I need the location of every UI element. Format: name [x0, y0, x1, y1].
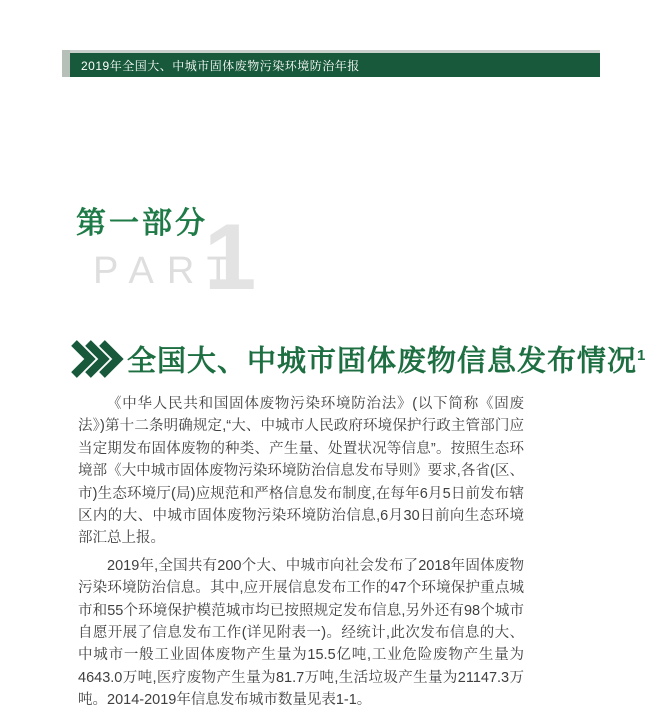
header-bar-accent	[62, 50, 70, 77]
part-label-en: PART	[93, 250, 243, 292]
part-title-cn: 第一部分	[76, 207, 208, 240]
part-number: 1	[204, 204, 257, 309]
page-header-bar	[62, 50, 600, 77]
section-title	[127, 335, 645, 383]
running-header-title: 2019年全国大、中城市固体废物污染环境防治年报	[81, 58, 360, 73]
footnote-reference: 1	[637, 347, 645, 364]
body-text	[78, 393, 524, 717]
section-title-text: 全国大、中城市固体废物信息发布情况	[127, 345, 638, 378]
paragraph-1: 《中华人民共和国固体废物污染环境防治法》(以下简称《固废法》)第十二条明确规定,“大、中城市人民政府环境保护行政主管部门应当定期发布固体废物的种类、产生量、处置状况等信息”。按照生态环境部《大中城市固体废物污染环境防治信息发布导则》要求,各省(区、市)生态环境厅(局)应规范和严格信息发布制度,在每年6月5日前发布辖区内的大、中城市固体废物污染环境防治信息,6月30日前向生态环境部汇总上报。	[78, 396, 524, 547]
triple-chevron-right-icon	[70, 339, 118, 379]
section-title-row	[70, 335, 645, 383]
paragraph-2: 2019年,全国共有200个大、中城市向社会发布了2018年固体废物污染环境防治信息。其中,应开展信息发布工作的47个环境保护重点城市和55个环境保护模范城市均已按照规定发布信息,另外还有98个城市自愿开展了信息发布工作(详见附表一)。经统计,此次发布信息的大、中城市一般工业固体废物产生量为15.5亿吨,工业危险废物产生量为4643.0万吨,医疗废物产生量为81.7万吨,生活垃圾产生量为21147.3万吨。2014-2019年信息发布城市数量见表1-1。	[78, 557, 524, 709]
